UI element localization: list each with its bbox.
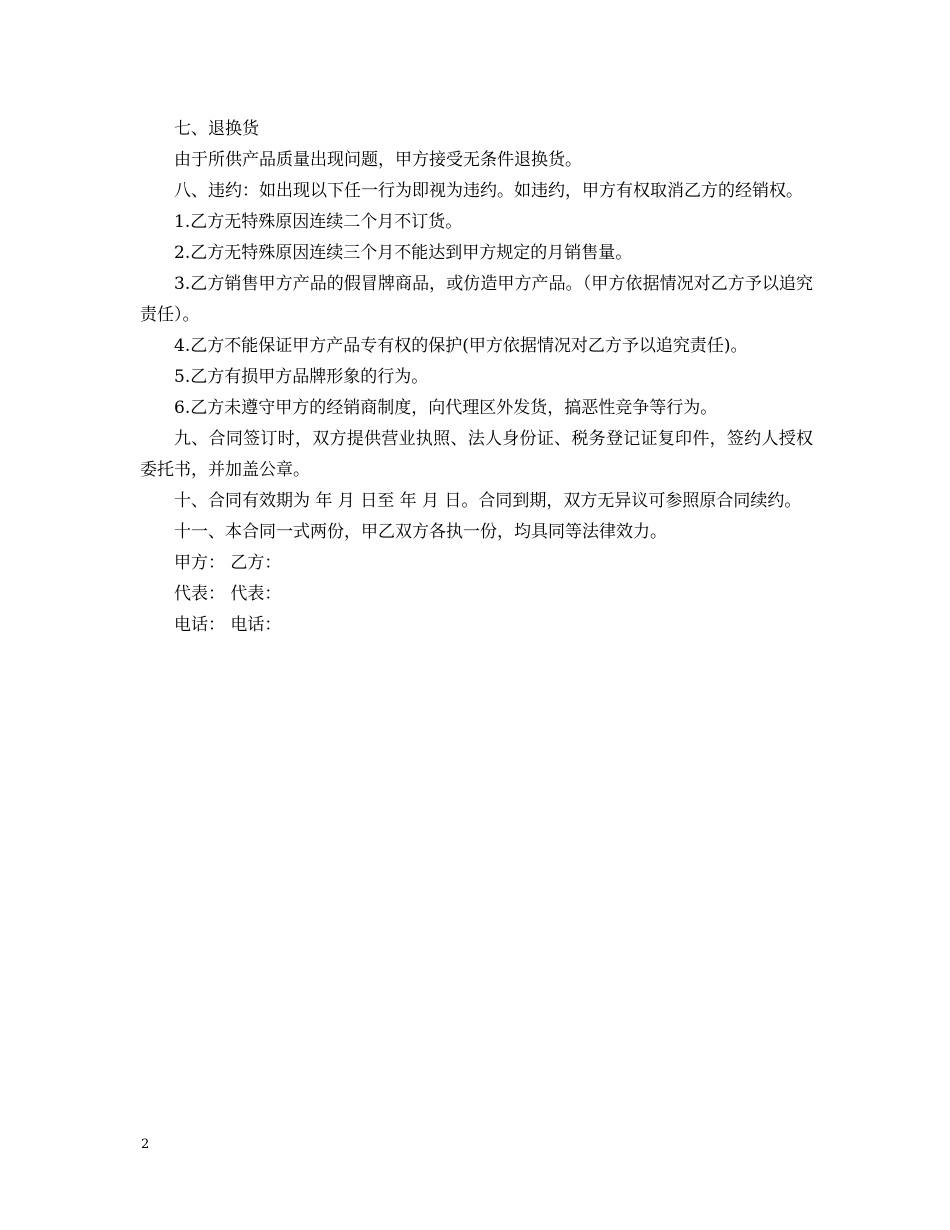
section-heading-returns: 七、退换货	[174, 119, 259, 139]
breach-item-6: 6.乙方未遵守甲方的经销商制度，向代理区外发货，搞恶性竞争等行为。	[174, 398, 718, 418]
section-validity-period: 十、合同有效期为 年 月 日至 年 月 日。合同到期，双方无异议可参照原合同续约。	[174, 491, 802, 511]
breach-item-4: 4.乙方不能保证甲方产品专有权的保护(甲方依据情况对乙方予以追究责任)。	[174, 336, 748, 356]
breach-item-5: 5.乙方有损甲方品牌形象的行为。	[174, 367, 429, 387]
section-signing-documents: 九、合同签订时，双方提供营业执照、法人身份证、税务登记证复印件，签约人授权委托书，并加盖公章。	[140, 429, 813, 480]
page-number: 2	[141, 1137, 150, 1152]
breach-item-3: 3.乙方销售甲方产品的假冒牌商品，或仿造甲方产品。（甲方依据情况对乙方予以追究责任）。	[140, 274, 813, 325]
paragraph-returns-policy: 由于所供产品质量出现问题，甲方接受无条件退换货。	[174, 150, 582, 170]
signature-representative-line: 代表： 代表：	[174, 584, 282, 604]
breach-item-1: 1.乙方无特殊原因连续二个月不订货。	[174, 212, 463, 232]
breach-item-2: 2.乙方无特殊原因连续三个月不能达到甲方规定的月销售量。	[174, 243, 633, 263]
signature-party-line: 甲方： 乙方：	[174, 553, 282, 573]
document-body	[140, 114, 813, 641]
signature-phone-line: 电话： 电话：	[174, 615, 282, 635]
section-copies: 十一、本合同一式两份，甲乙双方各执一份，均具同等法律效力。	[174, 522, 667, 542]
section-heading-breach: 八、违约：如出现以下任一行为即视为违约。如违约，甲方有权取消乙方的经销权。	[174, 181, 803, 201]
